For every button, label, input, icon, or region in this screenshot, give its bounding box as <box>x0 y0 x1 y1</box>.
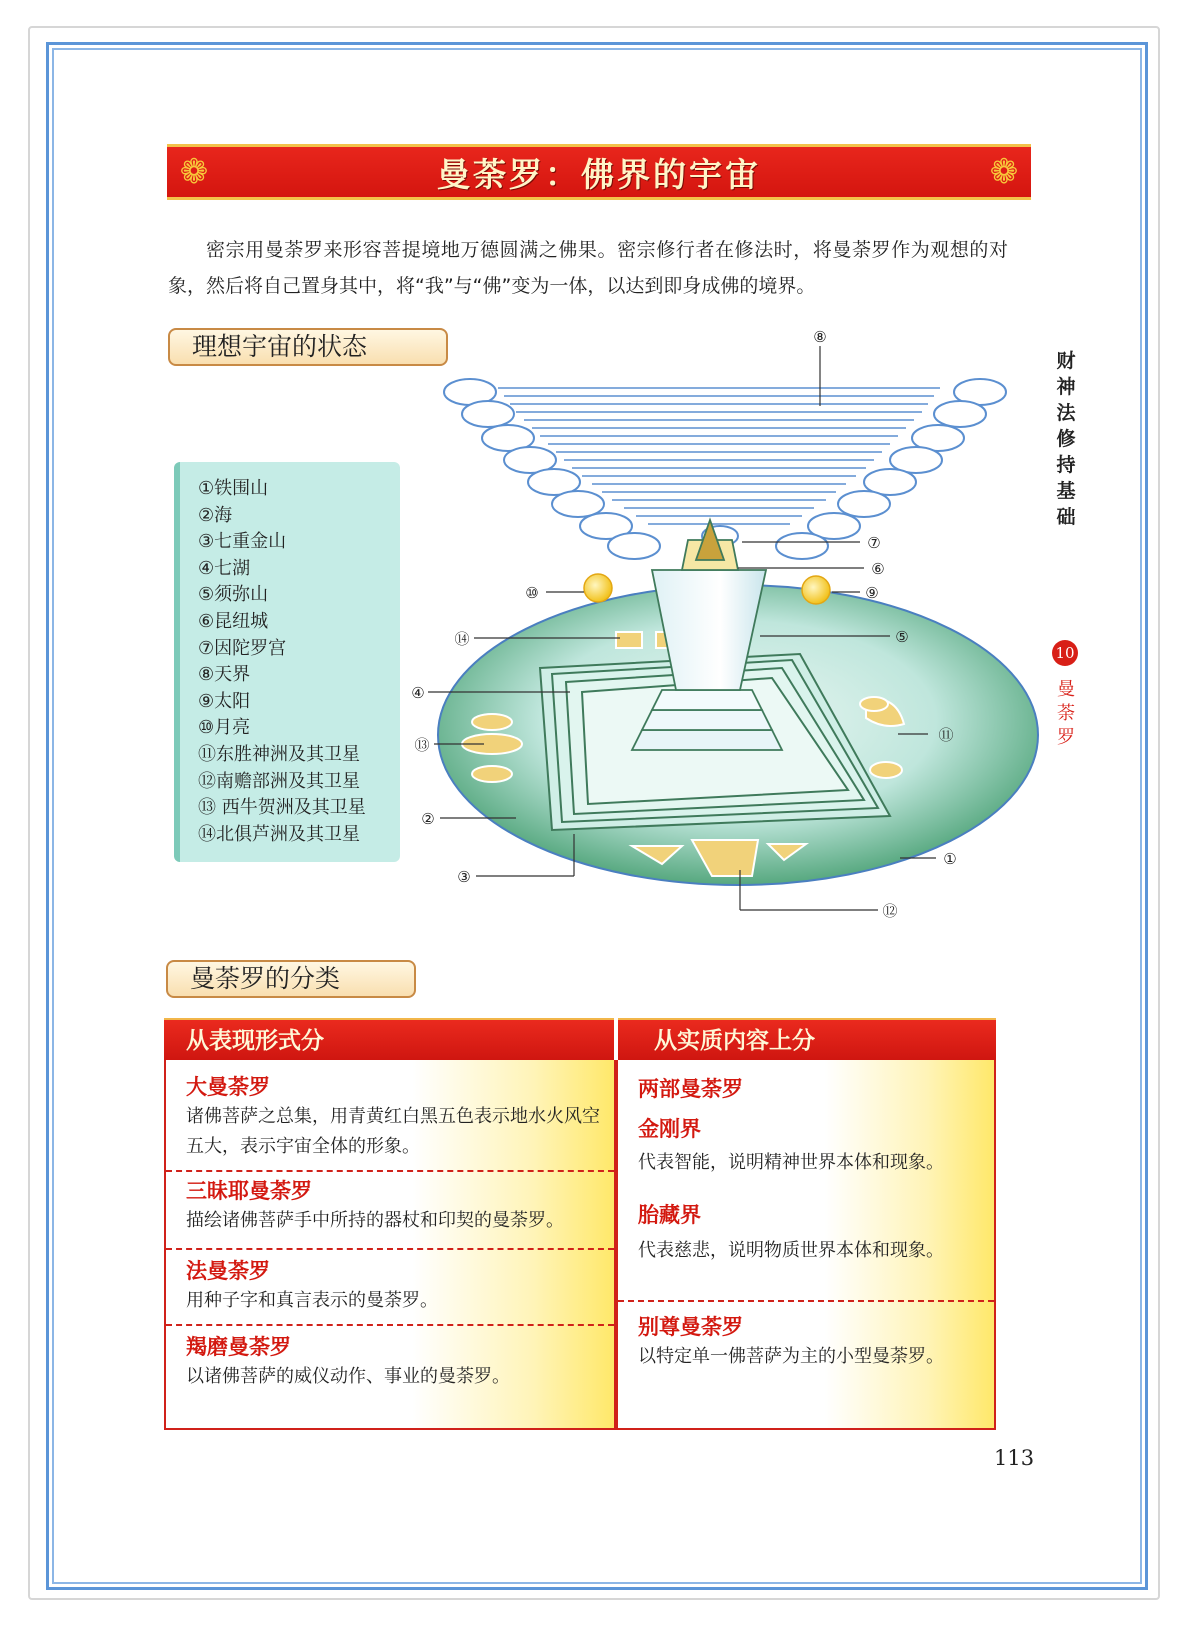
entry-desc: 代表智能，说明精神世界本体和现象。 <box>638 1152 944 1173</box>
legend-item: ⑦因陀罗宫 <box>198 637 287 659</box>
cloud-ornament-icon: ❁ <box>989 152 1019 192</box>
moon-icon <box>584 574 612 602</box>
entry-desc: 诸佛菩萨之总集，用青黄红白黑五色表示地水火风空五大，表示宇宙全体的形象。 <box>186 1106 600 1157</box>
dashed-divider <box>618 1300 994 1302</box>
table-column-form <box>164 1060 616 1430</box>
callout-3: ③ <box>457 868 471 886</box>
callout-2: ② <box>421 810 435 828</box>
side-section-subtitle <box>1054 678 1078 750</box>
side-tab-char: 法 <box>1056 402 1076 424</box>
dashed-divider <box>166 1170 614 1172</box>
callout-10: ⑩ <box>525 584 539 602</box>
entry-desc: 用种子字和真言表示的曼荼罗。 <box>186 1290 438 1311</box>
callout-9: ⑨ <box>865 584 879 602</box>
table-header-form: 从表现形式分 <box>164 1018 614 1060</box>
callout-4: ④ <box>411 684 425 702</box>
entry-title: 大曼荼罗 <box>186 1075 270 1099</box>
page-number: 113 <box>994 1446 1035 1470</box>
callout-13: ⑬ <box>414 736 430 754</box>
cloud-ornament-icon: ❁ <box>179 152 209 192</box>
legend-item: ④七湖 <box>198 557 251 579</box>
intro-text: 密宗用曼荼罗来形容菩提境地万德圆满之佛果。密宗修行者在修法时，将曼荼罗作为观想的对象，然后将自己置身其中，将“我”与“佛”变为一体，以达到即身成佛的境界。 <box>168 239 1008 297</box>
entry-title: 法曼荼罗 <box>186 1259 270 1283</box>
legend-item: ⑪东胜神洲及其卫星 <box>198 743 360 765</box>
callout-8: ⑧ <box>813 328 827 346</box>
callout-11: ⑪ <box>938 726 954 744</box>
side-subtitle-char: 曼 <box>1057 679 1075 700</box>
intro-paragraph <box>168 232 1008 304</box>
legend-item: ⑨太阳 <box>198 690 251 712</box>
table-entry <box>186 1332 600 1392</box>
entry-subtitle: 胎藏界 <box>638 1202 701 1227</box>
legend-item: ⑬ 西牛贺洲及其卫星 <box>198 797 366 819</box>
side-section-number: 10 <box>1052 640 1078 666</box>
entry-subtitle: 金刚界 <box>638 1116 701 1141</box>
table-header-content: 从实质内容上分 <box>618 1018 996 1060</box>
dashed-divider <box>166 1324 614 1326</box>
cloud-icon-group <box>444 379 1006 559</box>
side-tab-char: 基 <box>1056 480 1076 502</box>
callout-1: ① <box>943 850 957 868</box>
side-tab-char: 财 <box>1056 350 1076 372</box>
callout-14: ⑭ <box>454 630 470 648</box>
legend-item: ⑭北俱芦洲及其卫星 <box>198 823 360 845</box>
side-subtitle-char: 罗 <box>1057 727 1075 748</box>
table-entry <box>186 1072 600 1162</box>
classification-table <box>164 1018 996 1430</box>
entry-title: 三昧耶曼荼罗 <box>186 1179 312 1203</box>
legend-item: ⑩月亮 <box>198 717 251 739</box>
entry-title: 两部曼荼罗 <box>638 1077 743 1101</box>
dashed-divider <box>166 1248 614 1250</box>
callout-7: ⑦ <box>867 534 881 552</box>
mandala-universe-diagram <box>411 328 1040 970</box>
entry-desc: 以诸佛菩萨的威仪动作、事业的曼荼罗。 <box>186 1366 510 1387</box>
entry-title: 羯磨曼荼罗 <box>186 1335 291 1359</box>
callout-6: ⑥ <box>871 560 885 578</box>
legend-item: ⑥昆纽城 <box>198 610 269 632</box>
table-column-content <box>616 1060 996 1430</box>
table-entry <box>638 1074 980 1266</box>
section-label-mandala-classification: 曼荼罗的分类 <box>166 960 416 998</box>
side-tab-char: 持 <box>1056 454 1076 476</box>
legend-item: ⑧天界 <box>198 664 251 686</box>
legend-item: ①铁围山 <box>198 478 269 499</box>
entry-desc: 以特定单一佛菩萨为主的小型曼荼罗。 <box>638 1346 944 1367</box>
side-tab-char: 神 <box>1056 376 1076 398</box>
page-title: 曼荼罗：佛界的宇宙 <box>437 154 761 194</box>
entry-title: 别尊曼荼罗 <box>638 1315 743 1339</box>
title-banner <box>167 144 1031 200</box>
table-entry <box>186 1256 600 1316</box>
legend-item: ③七重金山 <box>198 531 287 553</box>
diagram-legend <box>174 462 400 862</box>
sun-icon <box>802 576 830 604</box>
callout-12: ⑫ <box>882 902 898 920</box>
side-tab-char: 础 <box>1056 506 1076 528</box>
side-tab-char: 修 <box>1056 428 1076 450</box>
entry-desc: 代表慈悲，说明物质世界本体和现象。 <box>638 1240 944 1261</box>
entry-desc: 描绘诸佛菩萨手中所持的器杖和印契的曼荼罗。 <box>186 1210 564 1231</box>
section-label-ideal-universe: 理想宇宙的状态 <box>168 328 448 366</box>
table-entry <box>186 1176 600 1236</box>
callout-5: ⑤ <box>895 628 909 646</box>
legend-item: ⑤须弥山 <box>198 584 269 606</box>
table-entry <box>638 1312 980 1372</box>
side-subtitle-char: 荼 <box>1057 703 1075 724</box>
side-chapter-tab <box>1054 348 1078 530</box>
legend-item: ⑫南赡部洲及其卫星 <box>198 770 360 792</box>
legend-item: ②海 <box>198 504 233 526</box>
